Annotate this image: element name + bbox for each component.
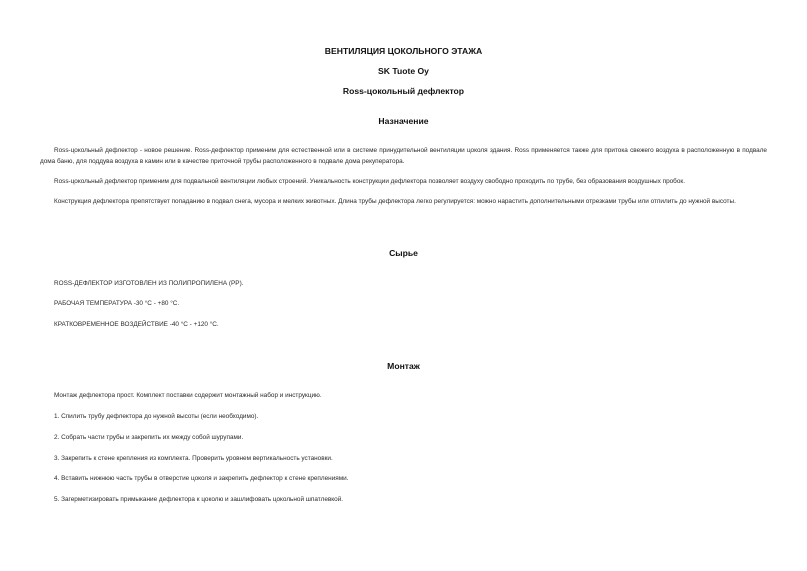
purpose-paragraph-1: Ross-цокольный дефлектор - новое решение. Ross-дефлектор применим для естественной или в системе принудительной вентиляции цоколя здания. Ross применяется также для притока свежего воздуха в расположенную в подвале дома баню, для поддува воздуха в камин или в качестве приточной трубы расположенного в подвале дома рекуператора. [40,147,767,165]
installation-step-2: 2. Собрать части трубы и закрепить их между собой шурупами. [54,434,244,441]
purpose-heading: Назначение [378,116,429,126]
installation-intro: Монтаж дефлектора прост. Комплект поставки содержит монтажный набор и инструкцию. [54,392,322,399]
installation-step-4: 4. Вставить нижнюю часть трубы в отверстие цоколя и закрепить дефлектор к стене креплениями. [54,475,349,482]
product-name: Ross-цокольный дефлектор [342,86,465,96]
installation-step-3: 3. Закрепить к стене крепления из комплекта. Проверить уровнем вертикальность установки. [54,455,333,462]
material-heading: Сырье [389,248,418,258]
installation-step-1: 1. Спилить трубу дефлектора до нужной высоты (если необходимо). [54,413,259,420]
company-name: SK Tuote Oy [378,66,429,76]
document-title: ВЕНТИЛЯЦИЯ ЦОКОЛЬНОГО ЭТАЖА [324,46,483,56]
material-line-1: ROSS-ДЕФЛЕКТОР ИЗГОТОВЛЕН ИЗ ПОЛИПРОПИЛЕНА (PP). [54,280,244,287]
purpose-paragraph-3: Конструкция дефлектора препятствует попаданию в подвал снега, мусора и мелких животных. Длина трубы дефлектора легко регулируется: можно нарастить дополнительными отрезками трубы или отпилить до нужной высоты. [54,198,736,205]
material-line-2: РАБОЧАЯ ТЕМПЕРАТУРА -30 °C - +80 °C. [54,300,180,307]
installation-step-5: 5. Загерметизировать примыкание дефлектора к цоколю и зашлифовать цокольной шпатлевкой. [54,496,344,503]
installation-heading: Монтаж [387,361,420,371]
material-line-3: КРАТКОВРЕМЕННОЕ ВОЗДЕЙСТВИЕ -40 °C - +120 °C. [54,321,219,328]
purpose-paragraph-2: Ross-цокольный дефлектор применим для подвальной вентиляции любых строений. Уникальность конструкции дефлектора позволяет воздуху свободно проходить по трубе, без образования воздушных пробок. [54,178,685,185]
